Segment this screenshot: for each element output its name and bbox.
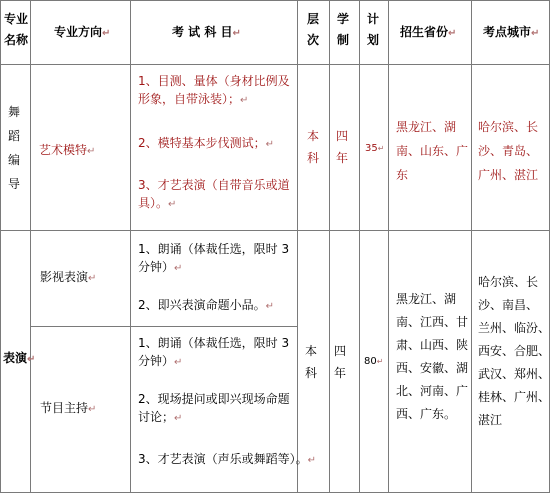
subjects-program-hosting [138, 334, 316, 470]
direction-program-hosting: 节目主持↵ [40, 401, 97, 415]
subject-item: 2、即兴表演命题小品。↵ [138, 298, 275, 312]
row-divider [0, 230, 549, 231]
col-divider-2 [130, 0, 131, 493]
plan-row2: 80↵ [364, 356, 384, 367]
subject-item: 1、朗诵（体裁任选，限时 3 分钟）↵ [138, 242, 290, 274]
subject-item: 2、模特基本步伐测试；↵ [138, 136, 275, 150]
provinces-row1: 黑龙江、湖 南、山东、广 东 [396, 120, 469, 182]
subject-item: 2、现场提问或即兴现场命题 讨论；↵ [138, 392, 290, 424]
header-cities: 考点城市↵ [483, 25, 540, 39]
cities-row1: 哈尔滨、长 沙、青岛、 广州、湛江 [478, 120, 539, 182]
col-divider-1 [30, 0, 31, 493]
subject-item: 1、目测、量体（身材比例及 形象，自带泳装）；↵ [138, 74, 290, 106]
table-border-left [0, 0, 1, 493]
level-row2: 本 科 [305, 344, 318, 380]
direction-art-model: 艺术模特↵ [39, 143, 96, 157]
header-duration: 学 制 [337, 12, 350, 47]
provinces-row2: 黑龙江、湖 南、江西、甘 肃、山西、陕 西、安徽、湖 北、河南、广 西、广东。 [396, 292, 469, 421]
plan-row1: 35↵ [365, 143, 385, 154]
header-subjects: 考 试 科 目↵ [172, 25, 241, 39]
header-provinces: 招生省份↵ [400, 25, 457, 39]
direction-film-acting: 影视表演↵ [40, 270, 97, 284]
col-divider-7 [471, 0, 472, 493]
subject-item: 3、才艺表演（自带音乐或道 具）。↵ [138, 178, 290, 210]
col-divider-4 [329, 0, 330, 493]
header-major-name: 专业 名称 [4, 12, 29, 47]
major-name-performance: 表演↵ [3, 351, 36, 365]
table-border-top [0, 0, 549, 1]
header-level: 层 次 [307, 12, 320, 47]
header-direction: 专业方向↵ [54, 25, 111, 39]
header-divider [0, 64, 549, 65]
subjects-film-acting [138, 240, 289, 316]
header-plan: 计 划 [367, 12, 380, 47]
duration-row1: 四 年 [336, 129, 349, 165]
duration-row2: 四 年 [334, 344, 347, 380]
subrow-divider [30, 326, 297, 327]
col-divider-5 [359, 0, 360, 493]
subject-item: 1、朗诵（体裁任选，限时 3 分钟）↵ [138, 336, 290, 368]
level-row1: 本 科 [307, 129, 320, 165]
major-name-dance-choreography: 舞 蹈 编 导 [8, 105, 21, 191]
subject-item: 3、才艺表演（声乐或舞蹈等）。↵ [138, 452, 317, 466]
col-divider-6 [388, 0, 389, 493]
subjects-art-model [138, 72, 290, 214]
cities-row2: 哈尔滨、长 沙、南昌、 兰州、临汾、 西安、合肥、 武汉、郑州、 桂林、广州、 湛江 [478, 275, 550, 427]
